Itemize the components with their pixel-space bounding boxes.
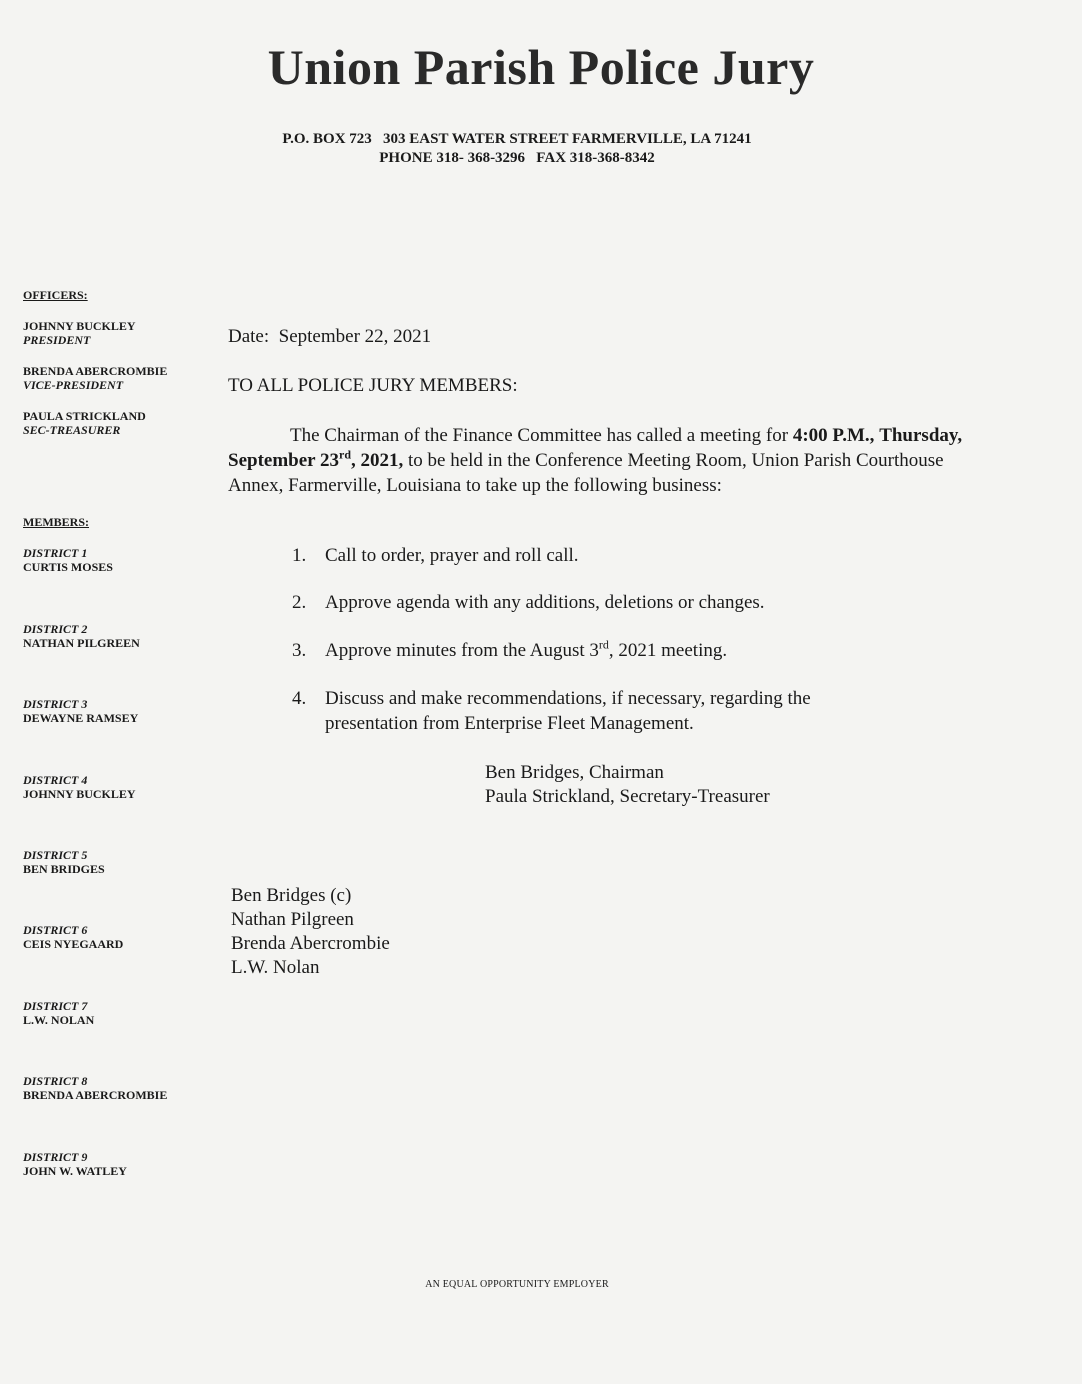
officer-title: SEC-TREASURER bbox=[23, 423, 121, 437]
officer-title: VICE-PRESIDENT bbox=[23, 378, 124, 392]
member-name: JOHN W. WATLEY bbox=[23, 1164, 127, 1178]
agenda-item bbox=[292, 638, 932, 663]
meeting-day-suffix: rd bbox=[339, 447, 351, 462]
member-name: NATHAN PILGREEN bbox=[23, 636, 140, 650]
signature-secretary: Paula Strickland, Secretary-Treasurer bbox=[485, 786, 770, 807]
footer-note: AN EQUAL OPPORTUNITY EMPLOYER bbox=[425, 1279, 609, 1290]
agenda-text: Call to order, prayer and roll call. bbox=[325, 545, 579, 566]
meeting-year: , 2021, bbox=[351, 450, 404, 471]
member-district: DISTRICT 8 bbox=[23, 1074, 88, 1088]
agenda-text-suffix: rd bbox=[598, 637, 609, 652]
agenda-item bbox=[292, 686, 932, 736]
officer-name: BRENDA ABERCROMBIE bbox=[23, 364, 168, 378]
meeting-time: 4:00 P.M., bbox=[792, 425, 875, 446]
agenda-number: 1. bbox=[292, 545, 307, 566]
agenda-text bbox=[325, 638, 925, 663]
agenda-item bbox=[292, 590, 932, 615]
letterhead-title: Union Parish Police Jury bbox=[267, 39, 815, 95]
agenda-text: Discuss and make recommendations, if necessary, regarding the presentation from Enterprise Fleet Management. bbox=[325, 688, 811, 734]
letterhead-address: P.O. BOX 723 303 EAST WATER STREET FARMERVILLE, LA 71241 bbox=[282, 131, 752, 147]
agenda-number: 4. bbox=[292, 688, 307, 709]
member-district: DISTRICT 4 bbox=[23, 773, 88, 787]
signature-chairman: Ben Bridges, Chairman bbox=[485, 762, 664, 783]
member-name: L.W. NOLAN bbox=[23, 1013, 95, 1027]
member-name: CURTIS MOSES bbox=[23, 560, 113, 574]
letterhead-phone: PHONE 318- 368-3296 FAX 318-368-8342 bbox=[379, 150, 655, 166]
members-heading: MEMBERS: bbox=[23, 515, 89, 529]
agenda-item bbox=[292, 543, 932, 568]
body-text: to be held in the Conference Meeting Room, Union Parish Courthouse Annex, Farmerville, Louisiana to take up the following business: bbox=[228, 450, 944, 496]
officer-name: PAULA STRICKLAND bbox=[23, 409, 146, 423]
member-district: DISTRICT 7 bbox=[23, 999, 88, 1013]
member-district: DISTRICT 9 bbox=[23, 1150, 88, 1164]
body-text: The Chairman of the Finance Committee has called a meeting for bbox=[290, 425, 793, 446]
member-district: DISTRICT 3 bbox=[23, 697, 88, 711]
agenda-number: 2. bbox=[292, 592, 307, 613]
committee-member: Brenda Abercrombie bbox=[231, 933, 390, 954]
agenda-text: Approve agenda with any additions, deletions or changes. bbox=[325, 592, 765, 613]
officer-title: PRESIDENT bbox=[23, 333, 91, 347]
member-name: BEN BRIDGES bbox=[23, 862, 105, 876]
officers-heading: OFFICERS: bbox=[23, 288, 88, 302]
member-district: DISTRICT 1 bbox=[23, 546, 88, 560]
member-name: DEWAYNE RAMSEY bbox=[23, 711, 139, 725]
committee-member: L.W. Nolan bbox=[231, 957, 320, 978]
member-district: DISTRICT 2 bbox=[23, 622, 88, 636]
member-district: DISTRICT 5 bbox=[23, 848, 88, 862]
member-name: CEIS NYEGAARD bbox=[23, 937, 124, 951]
officer-name: JOHNNY BUCKLEY bbox=[23, 319, 136, 333]
agenda-number: 3. bbox=[292, 640, 307, 661]
committee-member: Nathan Pilgreen bbox=[231, 909, 354, 930]
committee-member: Ben Bridges (c) bbox=[231, 885, 352, 906]
member-district: DISTRICT 6 bbox=[23, 923, 88, 937]
agenda-text-end: , 2021 meeting. bbox=[608, 640, 728, 661]
member-name: JOHNNY BUCKLEY bbox=[23, 787, 136, 801]
agenda-text-start: Approve minutes from the August 3 bbox=[325, 640, 599, 661]
body-paragraph bbox=[228, 423, 968, 498]
date-label: Date: bbox=[228, 326, 270, 347]
date-value: September 22, 2021 bbox=[278, 326, 432, 347]
meeting-day: Thursday, September 23 bbox=[228, 425, 963, 471]
member-name: BRENDA ABERCROMBIE bbox=[23, 1088, 168, 1102]
salutation: TO ALL POLICE JURY MEMBERS: bbox=[228, 375, 518, 396]
date-line bbox=[228, 324, 431, 349]
